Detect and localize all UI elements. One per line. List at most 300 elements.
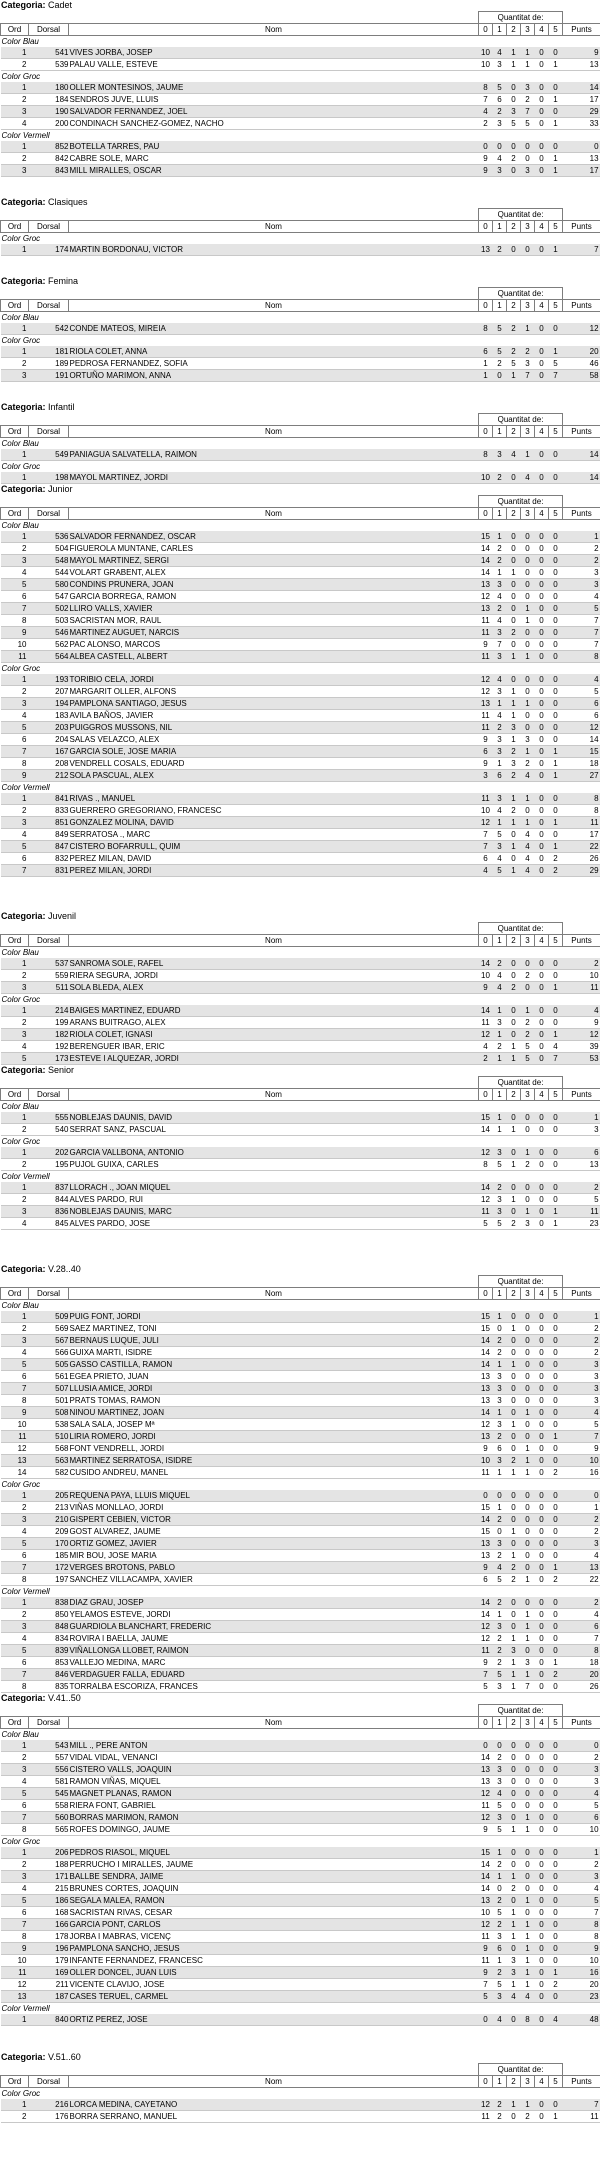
table-row: [1, 1514, 600, 1526]
cell-name: BALLBE SENDRA, JAIME: [69, 1871, 479, 1883]
cell-ord: 4: [1, 1883, 29, 1895]
cell-quantity: 2: [507, 1883, 521, 1895]
header-quantity-5: 5: [549, 300, 563, 312]
cell-quantity: 2: [493, 2099, 507, 2111]
cell-ord: 1: [1, 47, 29, 59]
header-quantity-3: 3: [521, 300, 535, 312]
cell-dorsal: 186: [29, 1895, 69, 1907]
header-quantitat: Quantitat de:: [479, 288, 563, 300]
cell-quantity: 0: [549, 1538, 563, 1550]
cell-ord: 3: [1, 982, 29, 994]
table-row: [1, 591, 600, 603]
cell-quantity: 1: [549, 59, 563, 71]
table-row: [1, 1147, 600, 1159]
cell-punts: 2: [563, 1335, 600, 1347]
header-blank: [29, 496, 69, 508]
cell-dorsal: 840: [29, 2014, 69, 2026]
header-nom: Nom: [69, 221, 479, 233]
cell-ord: 4: [1, 1526, 29, 1538]
cell-dorsal: 198: [29, 472, 69, 484]
category-title: [0, 402, 600, 413]
cell-quantity: 2: [493, 1597, 507, 1609]
cell-quantity: 0: [535, 1669, 549, 1681]
table-row: [1, 1943, 600, 1955]
cell-punts: 5: [563, 1419, 600, 1431]
cell-quantity: 1: [549, 94, 563, 106]
cell-dorsal: 543: [29, 1740, 69, 1752]
cell-quantity: 3: [493, 1383, 507, 1395]
table-row: [1, 1419, 600, 1431]
header-blank: [563, 12, 600, 24]
cell-quantity: 1: [493, 1359, 507, 1371]
cell-quantity: 0: [549, 555, 563, 567]
cell-quantity: 1: [507, 710, 521, 722]
cell-name: PAC ALONSO, MARCOS: [69, 639, 479, 651]
cell-quantity: 0: [549, 1311, 563, 1323]
table-row: [1, 1597, 600, 1609]
cell-quantity: 0: [535, 615, 549, 627]
cell-quantity: 0: [535, 567, 549, 579]
cell-quantity: 0: [549, 615, 563, 627]
cell-dorsal: 547: [29, 591, 69, 603]
cell-quantity: 9: [479, 1443, 493, 1455]
cell-quantity: 0: [521, 1538, 535, 1550]
cell-quantity: 13: [479, 603, 493, 615]
cell-quantity: 4: [549, 1041, 563, 1053]
cell-quantity: 0: [549, 543, 563, 555]
cell-quantity: 0: [521, 639, 535, 651]
cell-quantity: 0: [535, 555, 549, 567]
category-title: [0, 276, 600, 287]
cell-quantity: 1: [521, 1206, 535, 1218]
header-quantity-5: 5: [549, 24, 563, 36]
table-row: [1, 982, 600, 994]
cell-quantity: 0: [521, 153, 535, 165]
cell-dorsal: 832: [29, 853, 69, 865]
cell-quantity: 4: [521, 865, 535, 877]
cell-punts: 2: [563, 1752, 600, 1764]
results-table: [0, 1275, 600, 1693]
cell-name: RIERA SEGURA, JORDI: [69, 970, 479, 982]
cell-name: PRATS TOMAS, RAMON: [69, 1395, 479, 1407]
cell-quantity: 0: [535, 1194, 549, 1206]
header-ord: Ord: [1, 300, 29, 312]
header-punts: Punts: [563, 221, 600, 233]
cell-quantity: 0: [535, 1776, 549, 1788]
cell-quantity: 1: [507, 698, 521, 710]
cell-quantity: 0: [535, 1419, 549, 1431]
cell-dorsal: 168: [29, 1907, 69, 1919]
header-quantity-3: 3: [521, 426, 535, 438]
cell-quantity: 1: [507, 1907, 521, 1919]
cell-quantity: 13: [479, 579, 493, 591]
header-row-quantitat: [1, 1705, 600, 1717]
cell-punts: 3: [563, 1776, 600, 1788]
category-section: [0, 2052, 600, 2123]
cell-quantity: 1: [549, 346, 563, 358]
cell-punts: 6: [563, 710, 600, 722]
cell-dorsal: 189: [29, 358, 69, 370]
cell-ord: 1: [1, 1490, 29, 1502]
cell-quantity: 0: [549, 1407, 563, 1419]
table-row: [1, 1359, 600, 1371]
header-ord: Ord: [1, 426, 29, 438]
cell-quantity: 1: [493, 1407, 507, 1419]
cell-quantity: 2: [479, 1053, 493, 1065]
cell-quantity: 1: [521, 449, 535, 461]
table-row: [1, 1526, 600, 1538]
cell-quantity: 0: [549, 1526, 563, 1538]
color-group-name: Color Groc: [1, 233, 600, 245]
table-row: [1, 1788, 600, 1800]
cell-punts: 53: [563, 1053, 600, 1065]
cell-quantity: 11: [479, 710, 493, 722]
results-table: [0, 1704, 600, 2026]
cell-quantity: 0: [521, 1431, 535, 1443]
cell-dorsal: 202: [29, 1147, 69, 1159]
cell-ord: 5: [1, 579, 29, 591]
color-group-name: Color Blau: [1, 36, 600, 48]
cell-quantity: 2: [479, 118, 493, 130]
cell-quantity: 15: [479, 1323, 493, 1335]
cell-quantity: 0: [535, 2111, 549, 2123]
cell-ord: 5: [1, 1788, 29, 1800]
cell-punts: 26: [563, 1681, 600, 1693]
cell-quantity: 1: [507, 1041, 521, 1053]
color-group-label: [1, 782, 600, 794]
cell-quantity: 1: [507, 1467, 521, 1479]
cell-quantity: 1: [507, 1657, 521, 1669]
header-dorsal: Dorsal: [29, 1717, 69, 1729]
category-title: [0, 0, 600, 11]
cell-quantity: 0: [507, 958, 521, 970]
cell-quantity: 11: [479, 1467, 493, 1479]
cell-ord: 1: [1, 323, 29, 335]
cell-name: NOBLEJAS DAUNIS, DAVID: [69, 1112, 479, 1124]
cell-ord: 1: [1, 2014, 29, 2026]
header-blank: [69, 414, 479, 426]
cell-quantity: 3: [493, 1455, 507, 1467]
cell-quantity: 2: [521, 1159, 535, 1171]
color-group-name: Color Groc: [1, 461, 600, 473]
header-quantity-1: 1: [493, 935, 507, 947]
cell-quantity: 1: [507, 817, 521, 829]
cell-ord: 4: [1, 567, 29, 579]
header-nom: Nom: [69, 1089, 479, 1101]
cell-punts: 10: [563, 970, 600, 982]
cell-quantity: 4: [493, 47, 507, 59]
cell-punts: 1: [563, 1847, 600, 1859]
color-group-label: [1, 36, 600, 48]
cell-ord: 1: [1, 346, 29, 358]
header-row-quantitat: [1, 1276, 600, 1288]
cell-punts: 23: [563, 1218, 600, 1230]
cell-quantity: 0: [549, 710, 563, 722]
cell-quantity: 0: [549, 1419, 563, 1431]
cell-quantity: 0: [535, 829, 549, 841]
cell-ord: 2: [1, 805, 29, 817]
cell-ord: 9: [1, 1407, 29, 1419]
cell-quantity: 3: [507, 1645, 521, 1657]
cell-quantity: 1: [507, 1550, 521, 1562]
cell-quantity: 5: [493, 865, 507, 877]
cell-ord: 2: [1, 1017, 29, 1029]
cell-punts: 4: [563, 1609, 600, 1621]
cell-dorsal: 194: [29, 698, 69, 710]
table-row: [1, 1383, 600, 1395]
cell-quantity: 1: [521, 746, 535, 758]
cell-quantity: 0: [549, 1740, 563, 1752]
header-quantity-1: 1: [493, 221, 507, 233]
cell-quantity: 2: [549, 865, 563, 877]
color-group-label: [1, 1729, 600, 1741]
cell-ord: 2: [1, 1323, 29, 1335]
cell-ord: 1: [1, 1005, 29, 1017]
cell-quantity: 1: [493, 1609, 507, 1621]
cell-dorsal: 507: [29, 1383, 69, 1395]
header-quantity-0: 0: [479, 24, 493, 36]
table-row: [1, 1194, 600, 1206]
cell-quantity: 0: [521, 141, 535, 153]
cell-name: REQUENA PAYA, LLUIS MIQUEL: [69, 1490, 479, 1502]
header-quantity-1: 1: [493, 426, 507, 438]
cell-ord: 4: [1, 1041, 29, 1053]
cell-quantity: 10: [479, 1907, 493, 1919]
cell-quantity: 4: [521, 1991, 535, 2003]
cell-dorsal: 213: [29, 1502, 69, 1514]
cell-quantity: 0: [535, 1147, 549, 1159]
cell-quantity: 3: [493, 1764, 507, 1776]
cell-ord: 5: [1, 1359, 29, 1371]
cell-quantity: 12: [479, 817, 493, 829]
cell-dorsal: 203: [29, 722, 69, 734]
cell-punts: 0: [563, 1490, 600, 1502]
cell-name: PAMPLONA SANCHO, JESUS: [69, 1943, 479, 1955]
cell-punts: 3: [563, 1395, 600, 1407]
cell-quantity: 3: [493, 165, 507, 177]
cell-quantity: 1: [507, 1359, 521, 1371]
header-quantity-2: 2: [507, 426, 521, 438]
header-quantity-3: 3: [521, 508, 535, 520]
table-row: [1, 1657, 600, 1669]
cell-quantity: 0: [507, 1597, 521, 1609]
table-row: [1, 817, 600, 829]
header-quantity-2: 2: [507, 1288, 521, 1300]
cell-quantity: 1: [493, 817, 507, 829]
cell-punts: 20: [563, 1669, 600, 1681]
cell-quantity: 1: [507, 1053, 521, 1065]
category-section: [0, 402, 600, 484]
cell-ord: 4: [1, 118, 29, 130]
cell-dorsal: 563: [29, 1455, 69, 1467]
cell-quantity: 0: [507, 1383, 521, 1395]
cell-quantity: 1: [521, 1919, 535, 1931]
color-group-label: [1, 1136, 600, 1148]
category-label: Categoria:: [1, 1065, 46, 1075]
cell-quantity: 0: [507, 94, 521, 106]
cell-quantity: 1: [507, 1419, 521, 1431]
cell-dorsal: 207: [29, 686, 69, 698]
cell-quantity: 10: [479, 970, 493, 982]
cell-quantity: 0: [507, 1764, 521, 1776]
cell-quantity: 0: [493, 141, 507, 153]
cell-punts: 3: [563, 1764, 600, 1776]
cell-ord: 9: [1, 770, 29, 782]
header-quantitat: Quantitat de:: [479, 12, 563, 24]
table-row: [1, 1871, 600, 1883]
cell-quantity: 0: [535, 1335, 549, 1347]
cell-name: LLIRO VALLS, XAVIER: [69, 603, 479, 615]
category-title: [0, 911, 600, 922]
color-group-name: Color Blau: [1, 1729, 600, 1741]
cell-quantity: 0: [535, 1597, 549, 1609]
header-punts: Punts: [563, 1717, 600, 1729]
cell-quantity: 0: [535, 579, 549, 591]
cell-name: MIR BOU, JOSE MARIA: [69, 1550, 479, 1562]
cell-punts: 2: [563, 1597, 600, 1609]
table-row: [1, 1490, 600, 1502]
header-ord: Ord: [1, 2076, 29, 2088]
table-row: [1, 1919, 600, 1931]
cell-quantity: 1: [493, 1311, 507, 1323]
cell-punts: 13: [563, 59, 600, 71]
header-blank: [29, 288, 69, 300]
cell-quantity: 0: [521, 531, 535, 543]
cell-punts: 1: [563, 531, 600, 543]
cell-name: CISTERO BOFARRULL, QUIM: [69, 841, 479, 853]
cell-quantity: 0: [507, 1538, 521, 1550]
cell-quantity: 0: [549, 734, 563, 746]
cell-quantity: 1: [521, 1574, 535, 1586]
cell-dorsal: 193: [29, 674, 69, 686]
cell-quantity: 1: [507, 793, 521, 805]
cell-quantity: 0: [549, 1633, 563, 1645]
cell-name: TORRALBA ESCORIZA, FRANCES: [69, 1681, 479, 1693]
cell-quantity: 10: [479, 47, 493, 59]
cell-quantity: 0: [521, 1311, 535, 1323]
cell-quantity: 14: [479, 1609, 493, 1621]
cell-quantity: 1: [493, 1005, 507, 1017]
header-nom: Nom: [69, 508, 479, 520]
cell-quantity: 2: [493, 1550, 507, 1562]
cell-name: PUIG FONT, JORDI: [69, 1311, 479, 1323]
cell-name: PEREZ MILAN, JORDI: [69, 865, 479, 877]
cell-quantity: 0: [535, 2099, 549, 2111]
cell-quantity: 0: [535, 1621, 549, 1633]
category-label: Categoria:: [1, 402, 46, 412]
cell-quantity: 0: [549, 1991, 563, 2003]
cell-punts: 3: [563, 567, 600, 579]
cell-ord: 11: [1, 1967, 29, 1979]
cell-ord: 5: [1, 841, 29, 853]
cell-name: LORCA MEDINA, CAYETANO: [69, 2099, 479, 2111]
cell-dorsal: 846: [29, 1669, 69, 1681]
cell-quantity: 4: [493, 805, 507, 817]
cell-quantity: 11: [479, 1955, 493, 1967]
cell-punts: 7: [563, 1907, 600, 1919]
cell-quantity: 4: [493, 1562, 507, 1574]
header-quantity-4: 4: [535, 24, 549, 36]
cell-dorsal: 204: [29, 734, 69, 746]
cell-quantity: 12: [479, 1194, 493, 1206]
cell-ord: 2: [1, 1159, 29, 1171]
table-row: [1, 1218, 600, 1230]
cell-quantity: 1: [521, 1979, 535, 1991]
header-ord: Ord: [1, 1717, 29, 1729]
cell-dorsal: 215: [29, 1883, 69, 1895]
cell-quantity: 1: [507, 686, 521, 698]
cell-punts: 1: [563, 1311, 600, 1323]
table-row: [1, 346, 600, 358]
cell-quantity: 2: [507, 805, 521, 817]
results-table: [0, 287, 600, 382]
header-row: [1, 300, 600, 312]
cell-quantity: 0: [549, 141, 563, 153]
cell-quantity: 7: [493, 639, 507, 651]
cell-quantity: 4: [493, 1788, 507, 1800]
cell-quantity: 0: [535, 370, 549, 382]
cell-punts: 5: [563, 1895, 600, 1907]
cell-quantity: 0: [535, 1017, 549, 1029]
cell-ord: 10: [1, 639, 29, 651]
table-row: [1, 2111, 600, 2123]
cell-quantity: 8: [521, 2014, 535, 2026]
category-label: Categoria:: [1, 911, 46, 921]
cell-quantity: 0: [535, 805, 549, 817]
cell-punts: 9: [563, 47, 600, 59]
cell-quantity: 0: [549, 1800, 563, 1812]
cell-quantity: 2: [507, 1574, 521, 1586]
cell-punts: 46: [563, 358, 600, 370]
table-row: [1, 1824, 600, 1836]
cell-punts: 10: [563, 1824, 600, 1836]
header-quantity-5: 5: [549, 1717, 563, 1729]
cell-quantity: 0: [507, 674, 521, 686]
table-row: [1, 853, 600, 865]
cell-ord: 11: [1, 651, 29, 663]
header-dorsal: Dorsal: [29, 426, 69, 438]
cell-ord: 3: [1, 165, 29, 177]
table-row: [1, 1681, 600, 1693]
cell-quantity: 1: [507, 1931, 521, 1943]
cell-ord: 6: [1, 1800, 29, 1812]
cell-ord: 2: [1, 1502, 29, 1514]
cell-quantity: 2: [521, 758, 535, 770]
cell-quantity: 0: [535, 853, 549, 865]
cell-ord: 1: [1, 2099, 29, 2111]
header-row-quantitat: [1, 496, 600, 508]
header-quantity-4: 4: [535, 300, 549, 312]
cell-quantity: 1: [507, 651, 521, 663]
cell-name: SOLA PASCUAL, ALEX: [69, 770, 479, 782]
cell-name: JORBA I MABRAS, VICENÇ: [69, 1931, 479, 1943]
header-quantity-3: 3: [521, 1717, 535, 1729]
cell-name: GUIXA MARTI, ISIDRE: [69, 1347, 479, 1359]
cell-quantity: 0: [549, 722, 563, 734]
cell-quantity: 2: [507, 1218, 521, 1230]
cell-quantity: 0: [535, 1383, 549, 1395]
cell-quantity: 15: [479, 1112, 493, 1124]
color-group-label: [1, 71, 600, 83]
cell-quantity: 0: [549, 472, 563, 484]
cell-dorsal: 197: [29, 1574, 69, 1586]
cell-quantity: 5: [493, 1800, 507, 1812]
cell-ord: 2: [1, 94, 29, 106]
category-section: [0, 197, 600, 256]
cell-dorsal: 187: [29, 1991, 69, 2003]
cell-ord: 1: [1, 1182, 29, 1194]
table-row: [1, 734, 600, 746]
